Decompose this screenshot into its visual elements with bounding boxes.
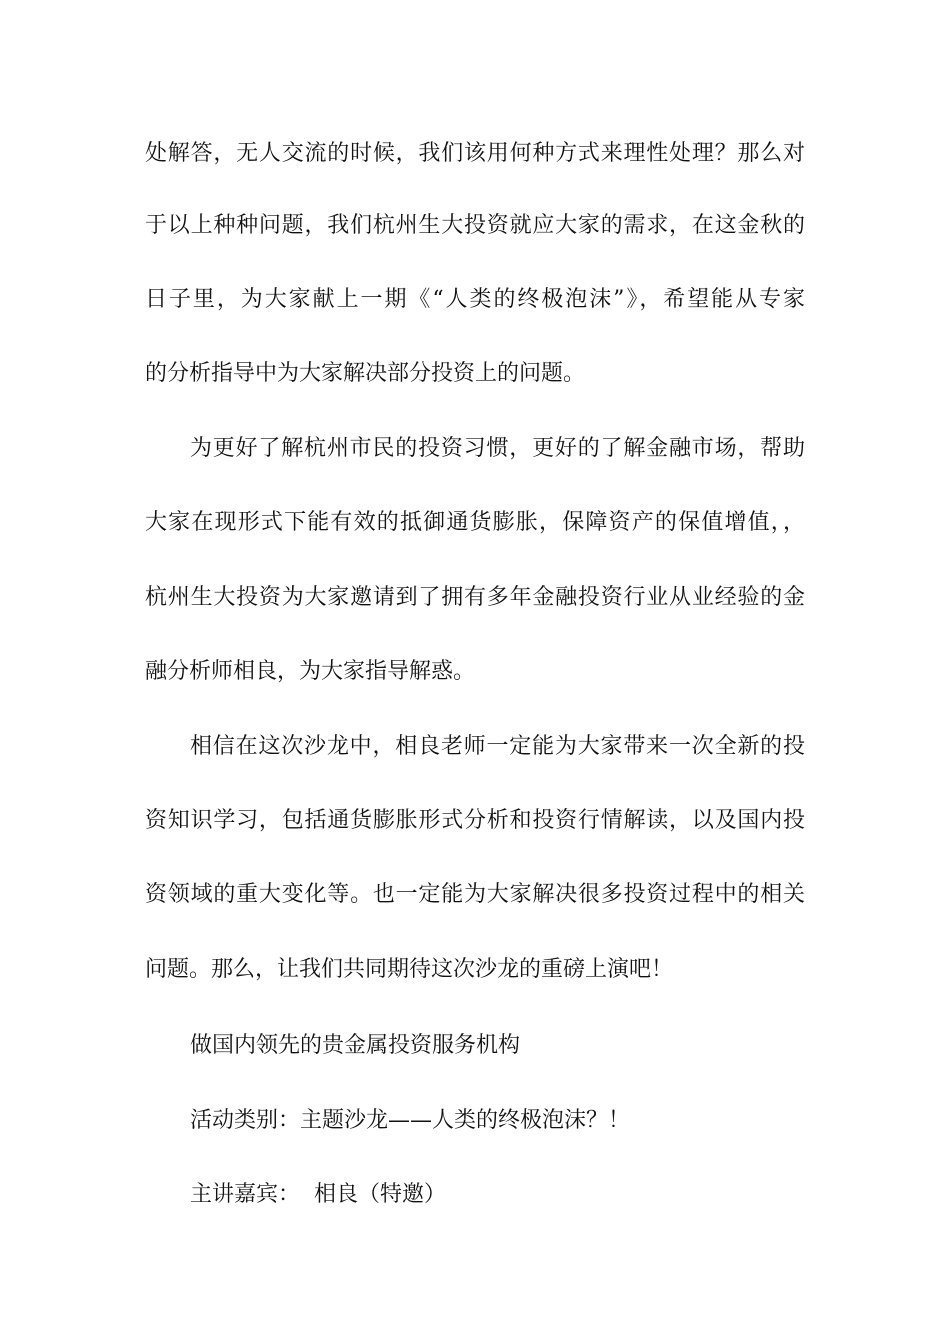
paragraph-1-line-1: 处解答，无人交流的时候，我们该用何种方式来理性处理？那么对: [145, 141, 805, 166]
slogan-line: 做国内领先的贵金属投资服务机构: [190, 1033, 521, 1058]
paragraph-3-line-2: 资知识学习，包括通货膨胀形式分析和投资行情解读，以及国内投: [145, 808, 805, 833]
paragraph-2-line-4: 融分析师相良，为大家指导解惑。: [145, 659, 476, 684]
paragraph-2-line-3: 杭州生大投资为大家邀请到了拥有多年金融投资行业从业经验的金: [145, 585, 805, 610]
paragraph-2-line-2: 大家在现形式下能有效的抵御通货膨胀，保障资产的保值增值，，: [145, 510, 805, 535]
paragraph-3-line-3: 资领域的重大变化等。也一定能为大家解决很多投资过程中的相关: [145, 882, 805, 907]
paragraph-1-line-4: 的分析指导中为大家解决部分投资上的问题。: [145, 361, 586, 386]
paragraph-3-line-4: 问题。那么，让我们共同期待这次沙龙的重磅上演吧！: [145, 957, 674, 982]
paragraph-3-line-1: 相信在这次沙龙中，相良老师一定能为大家带来一次全新的投: [190, 734, 805, 759]
paragraph-1-line-3: 日子里，为大家献上一期《“人类的终极泡沫”》，希望能从专家: [145, 287, 805, 312]
paragraph-2-line-1: 为更好了解杭州市民的投资习惯，更好的了解金融市场，帮助: [190, 436, 805, 461]
speaker-line: 主讲嘉宾： 相良（特邀）: [190, 1182, 446, 1207]
activity-type-line: 活动类别：主题沙龙——人类的终极泡沫？！: [190, 1108, 631, 1133]
paragraph-1-line-2: 于以上种种问题，我们杭州生大投资就应大家的需求，在这金秋的: [145, 213, 805, 238]
